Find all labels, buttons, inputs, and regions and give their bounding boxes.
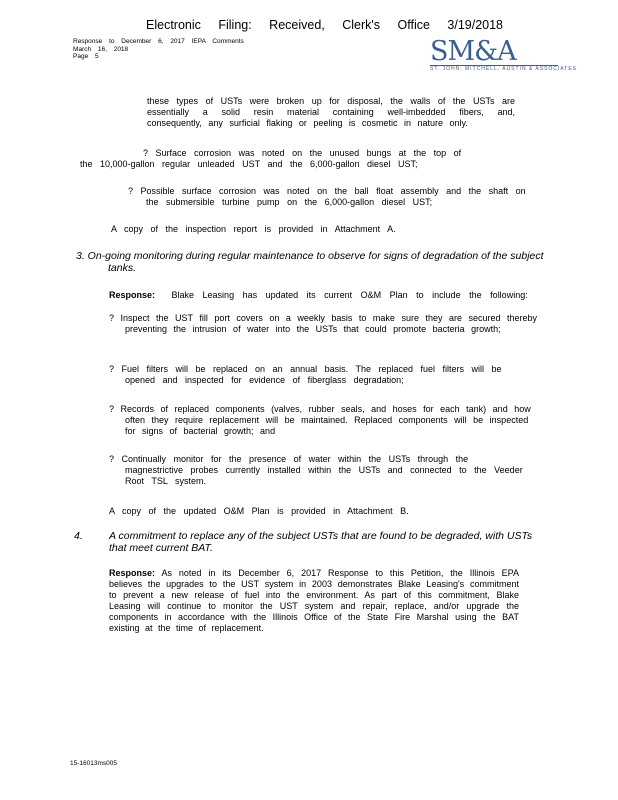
response-text: As noted in its December 6, 2017 Response to this Petition, the Illinois EPA believes the upgrades to the UST system in 2003 demonstrates Blake Leasing's commitment to prevent a new release of fuel into the environment. As part of this commitment, Blake Leasing will continue to monitor the UST system and repair, replace, and/or upgrade the components in accordance with the Illinois Office of the State Fire Marshal using the BAT existing at the time of replacement. [109, 568, 519, 633]
logo-mark: SM&A [430, 36, 516, 67]
bullet-fill-port: ? Inspect the UST fill port covers on a weekly basis to make sure they are secured thereby preventing the intrusion of water into the USTs that could promote bacteria growth; [109, 313, 538, 334]
meta-line-1: Response to December 6, 2017 IEPA Comments [73, 38, 244, 45]
bullet-fuel-filters: ? Fuel filters will be replaced on an annual basis. The replaced fuel filters will be opened and inspected for evidence of fiberglass degradation; [109, 364, 502, 385]
item-4-heading: A commitment to replace any of the subject USTs that are found to be degraded, with USTs that meet current BAT. [109, 530, 533, 554]
company-logo [430, 36, 577, 72]
document-code: 15-16013ms005 [70, 760, 117, 767]
bullet-surface-corrosion: ? Surface corrosion was noted on the unused bungs at the top of the 10,000-gallon regular unleaded UST and the 6,000-gallon diesel UST; [80, 148, 462, 169]
response-label: Response: [109, 568, 156, 578]
copy-attachment-a: A copy of the inspection report is provided in Attachment A. [111, 224, 396, 234]
meta-line-2: March 16, 2018 [73, 45, 129, 53]
response-text: Blake Leasing has updated its current O&M Plan to include the following: [171, 290, 528, 300]
bullet-possible-corrosion: ? Possible surface corrosion was noted on the ball float assembly and the shaft on the submersible turbine pump on the 6,000-gallon diesel UST; [128, 186, 526, 207]
intro-paragraph: these types of USTs were broken up for disposal, the walls of the USTs are essentially a solid resin material containing well-imbedded fibers, and, consequently, any surficial flaking or peeling is cosmetic in nature only. [147, 96, 515, 128]
meta-line-3: Page 5 [73, 53, 99, 60]
bullet-monitor-water: ? Continually monitor for the presence of water within the USTs through the magnestrictive probes currently installed within the USTs and connected to the Veeder Root TSL system. [109, 454, 523, 486]
document-meta [73, 38, 244, 61]
item-4-response [109, 568, 519, 634]
item-4-number: 4. [74, 530, 83, 542]
item-3-heading: 3. On-going monitoring during regular maintenance to observe for signs of degradation of the subject tanks. [76, 250, 544, 274]
copy-attachment-b: A copy of the updated O&M Plan is provided in Attachment B. [109, 506, 409, 516]
response-label: Response: [109, 290, 156, 300]
bullet-records: ? Records of replaced components (valves, rubber seals, and hoses for each tank) and how often they require replacement will be maintained. Replaced components will be inspected for signs of bacterial growth; and [109, 404, 531, 436]
filing-header: Electronic Filing: Received, Clerk's Office 3/19/2018 [146, 18, 504, 32]
item-3-response [109, 290, 528, 301]
logo-subtitle: ST. JOHN, MITCHELL, AUSTIN & ASSOCIATES [430, 66, 577, 72]
